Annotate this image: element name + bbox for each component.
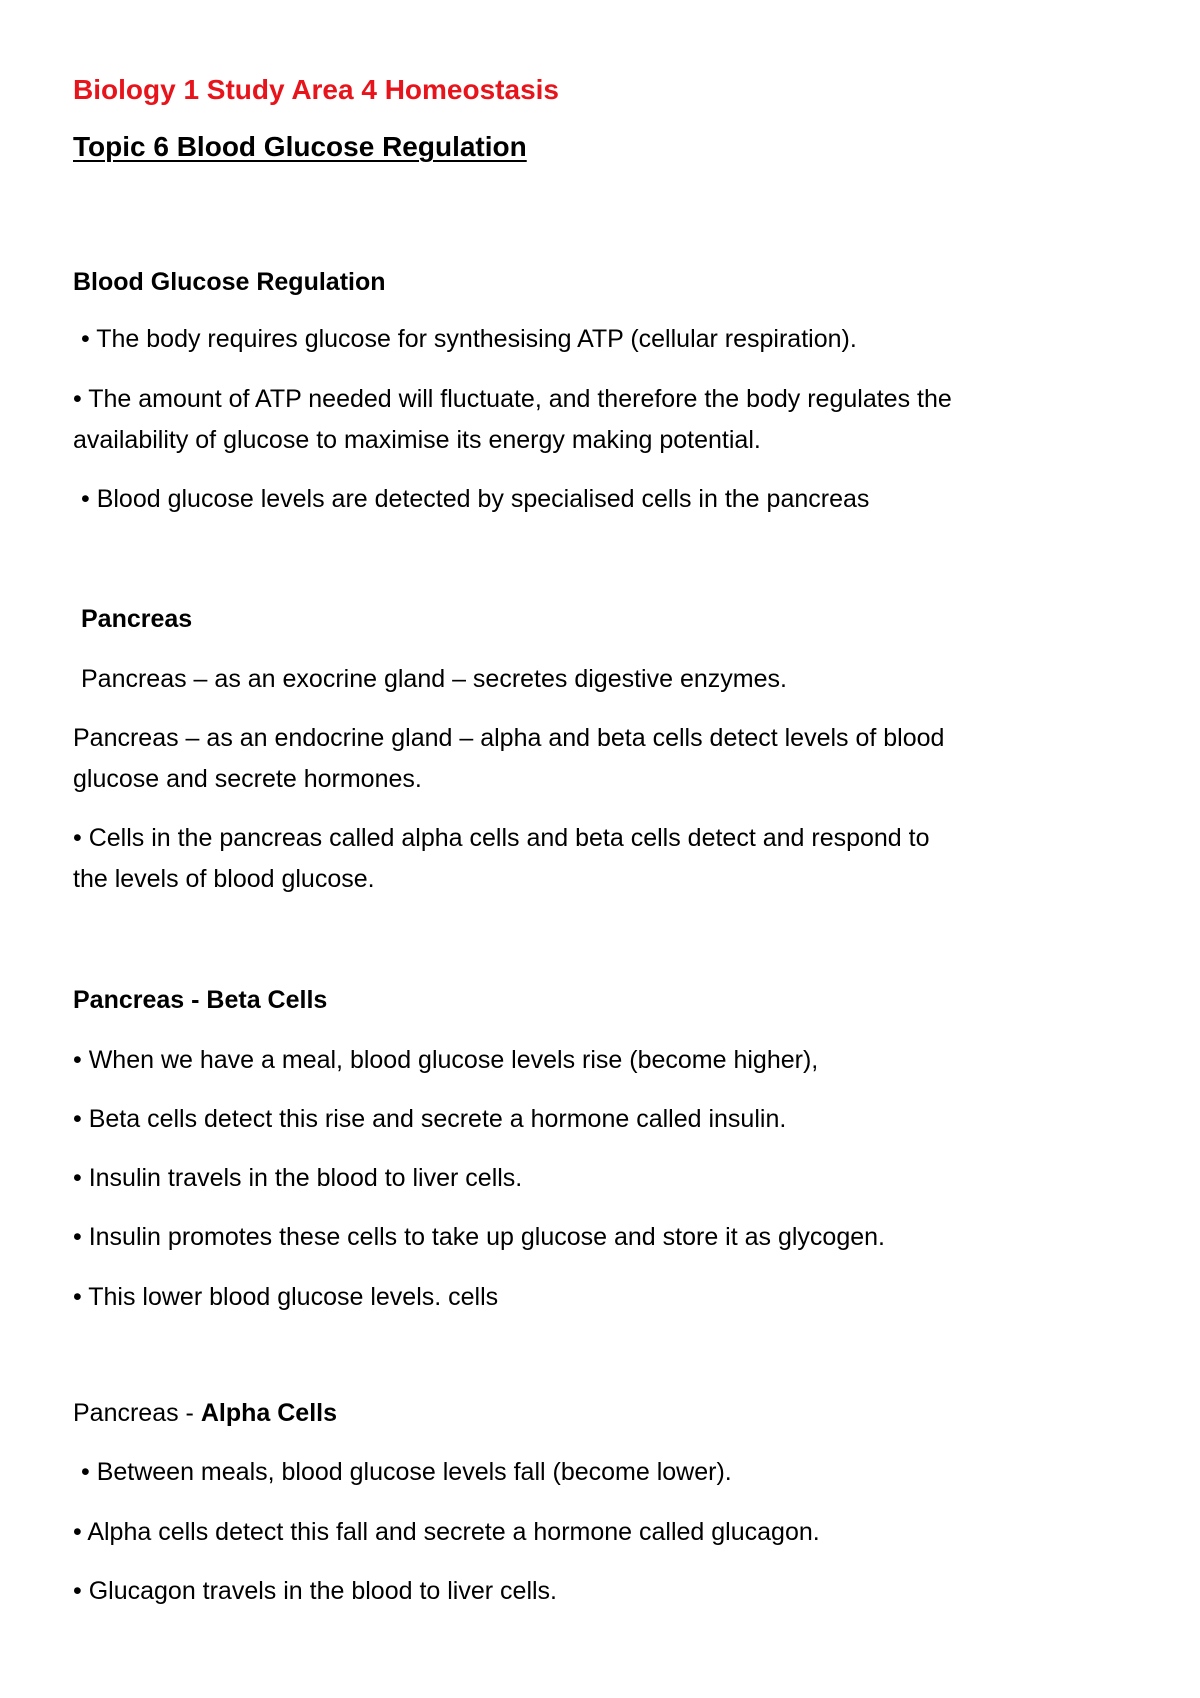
bullet-text: • When we have a meal, blood glucose levels rise (become higher), xyxy=(73,1046,819,1074)
section-heading-blood-glucose-regulation: Blood Glucose Regulation xyxy=(73,268,386,296)
paragraph-text: Pancreas – as an exocrine gland – secretes digestive enzymes. xyxy=(81,665,787,693)
bullet-text: • This lower blood glucose levels. cells xyxy=(73,1283,499,1311)
bullet-text: • Beta cells detect this rise and secrete a hormone called insulin. xyxy=(73,1105,787,1133)
section-heading-beta-cells: Pancreas - Beta Cells xyxy=(73,986,328,1014)
heading-main: Alpha Cells xyxy=(200,1399,337,1427)
bullet-text: • The amount of ATP needed will fluctuate, and therefore the body regulates the xyxy=(73,385,952,413)
bullet-text: • The body requires glucose for synthesising ATP (cellular respiration). xyxy=(81,325,857,353)
bullet-text: • Glucagon travels in the blood to liver cells. xyxy=(73,1577,557,1605)
paragraph-text: Pancreas – as an endocrine gland – alpha and beta cells detect levels of blood xyxy=(73,724,945,752)
bullet-text: • Alpha cells detect this fall and secrete a hormone called glucagon. xyxy=(73,1518,820,1546)
paragraph-text-continuation: glucose and secrete hormones. xyxy=(73,765,422,793)
section-heading-alpha-cells xyxy=(73,1398,337,1428)
section-heading-pancreas: Pancreas xyxy=(81,605,193,633)
bullet-text: • Insulin travels in the blood to liver cells. xyxy=(73,1164,523,1192)
heading-prefix: Pancreas - xyxy=(73,1399,201,1427)
bullet-text-continuation: the levels of blood glucose. xyxy=(73,865,375,893)
bullet-text: • Between meals, blood glucose levels fall (become lower). xyxy=(81,1458,732,1486)
bullet-text: • Insulin promotes these cells to take up glucose and store it as glycogen. xyxy=(73,1223,885,1251)
bullet-text: • Cells in the pancreas called alpha cells and beta cells detect and respond to xyxy=(73,824,930,852)
topic-title: Topic 6 Blood Glucose Regulation xyxy=(73,131,527,162)
bullet-text: • Blood glucose levels are detected by specialised cells in the pancreas xyxy=(81,485,870,513)
document-title: Biology 1 Study Area 4 Homeostasis xyxy=(73,74,559,105)
bullet-text-continuation: availability of glucose to maximise its energy making potential. xyxy=(73,426,761,454)
